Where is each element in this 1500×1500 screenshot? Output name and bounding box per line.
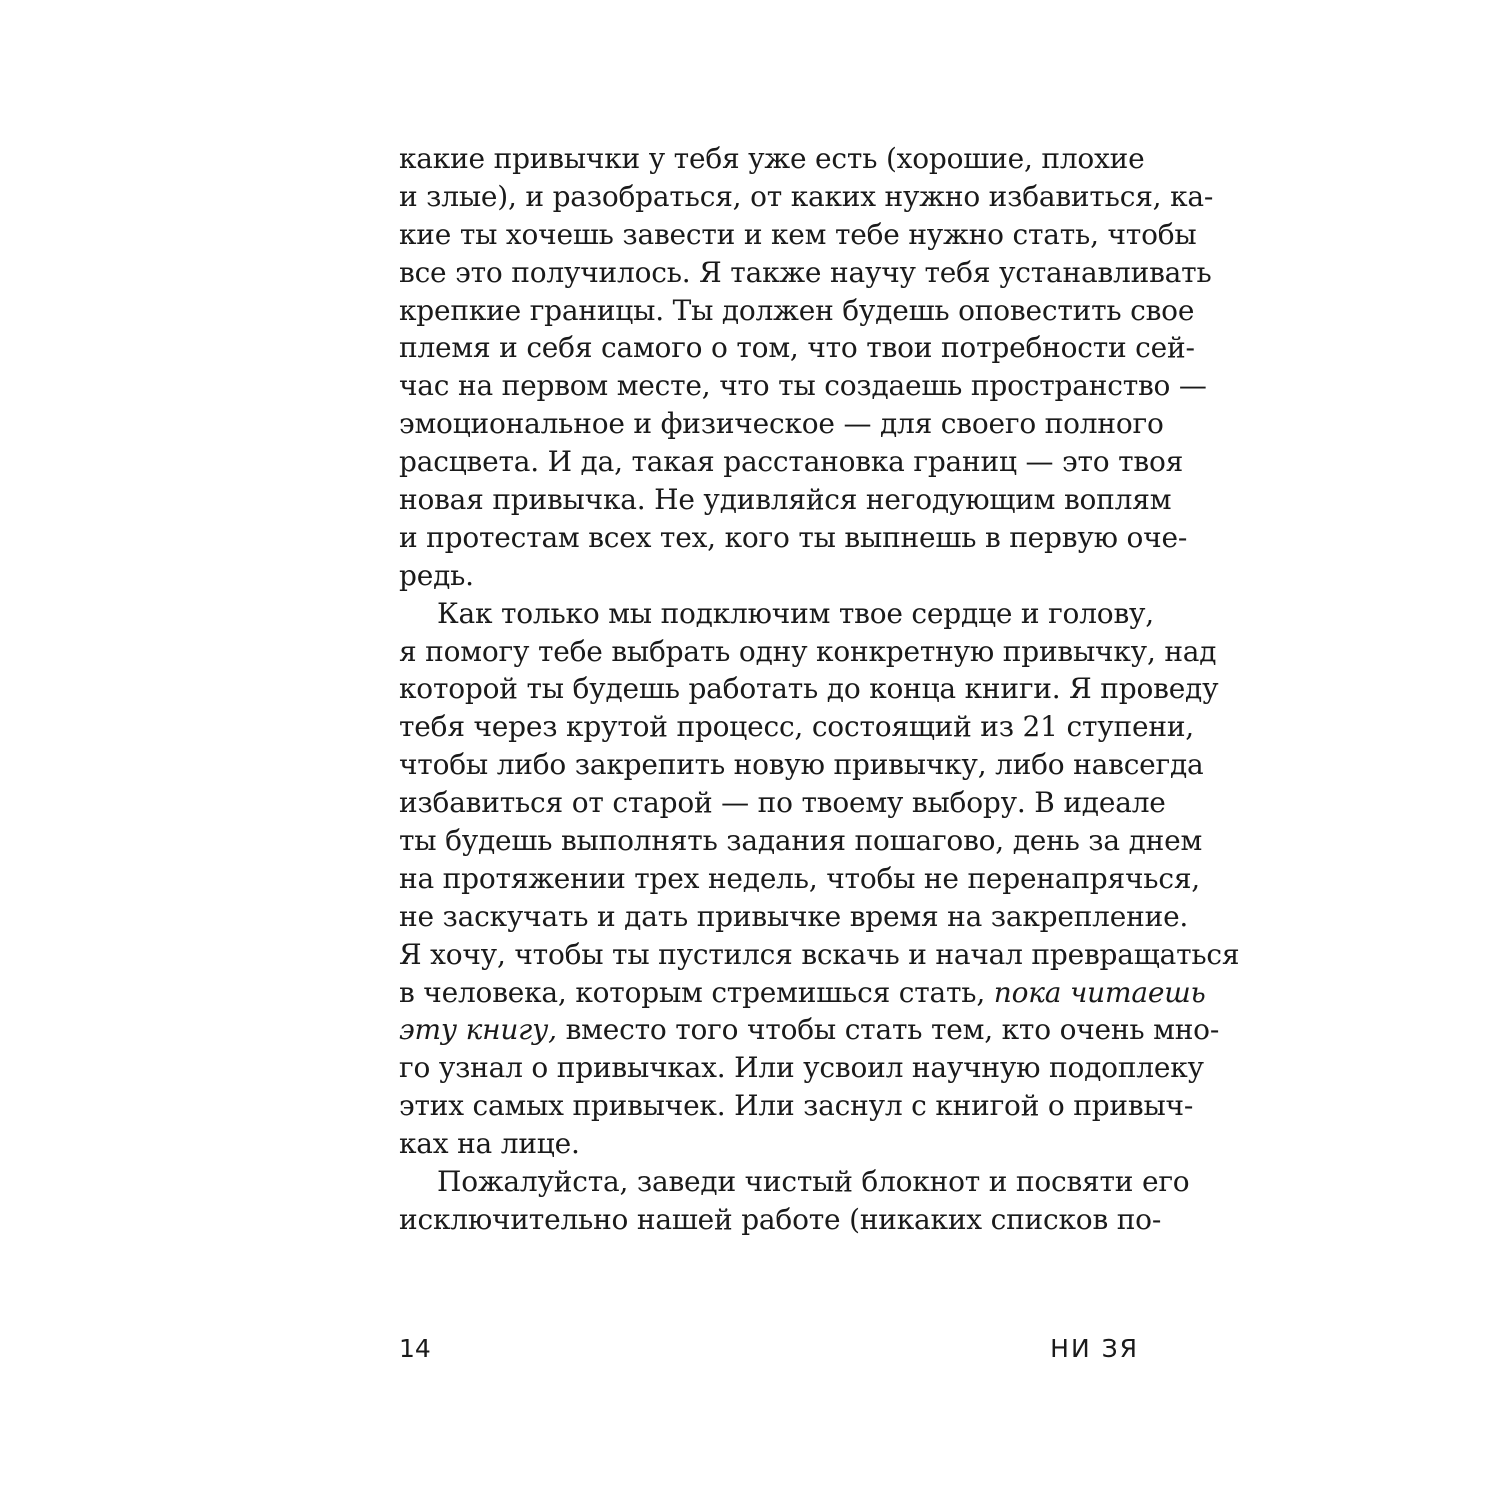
- text-line: я помогу тебе выбрать одну конкретную привычку, над: [399, 634, 1217, 668]
- text-line: редь.: [399, 558, 474, 592]
- text-line: и злые), и разобраться, от каких нужно избавиться, ка-: [399, 179, 1214, 213]
- text-line: какие привычки у тебя уже есть (хорошие, плохие: [399, 142, 1145, 175]
- text-line: [399, 1011, 1220, 1049]
- text-line: эмоциональное и физическое — для своего полного: [399, 407, 1164, 441]
- text-line: крепкие границы. Ты должен будешь оповестить свое: [399, 293, 1195, 327]
- text-line: [399, 974, 1206, 1012]
- text-line: расцвета. И да, такая расстановка границ — это твоя: [399, 445, 1184, 479]
- text-line: Я хочу, чтобы ты пустился вскачь и начал превращаться: [399, 937, 1240, 971]
- text-line: Пожалуйста, заведи чистый блокнот и посвяти его: [437, 1165, 1190, 1199]
- text-line: и протестам всех тех, кого ты выпнешь в первую оче-: [399, 520, 1188, 554]
- text-line: избавиться от старой — по твоему выбору. В идеале: [399, 786, 1166, 820]
- text-line: кие ты хочешь завести и кем тебе нужно стать, чтобы: [399, 217, 1197, 251]
- text-run: в человека, которым стремишься стать,: [399, 975, 994, 1009]
- text-line: тебя через крутой процесс, состоящий из 21 ступени,: [399, 710, 1194, 744]
- text-line: на протяжении трех недель, чтобы не перенапрячься,: [399, 861, 1200, 895]
- text-line: ках на лице.: [399, 1127, 580, 1161]
- text-line: ты будешь выполнять задания пошагово, день за днем: [399, 824, 1203, 858]
- italic-run: пока читаешь: [993, 975, 1206, 1009]
- body-text: [399, 140, 1240, 1239]
- text-line: новая привычка. Не удивляйся негодующим воплям: [399, 483, 1172, 517]
- italic-run: эту книгу,: [399, 1013, 557, 1047]
- text-line: которой ты будешь работать до конца книги. Я проведу: [399, 672, 1219, 706]
- text-line: чтобы либо закрепить новую привычку, либо навсегда: [399, 748, 1204, 782]
- text-line: го узнал о привычках. Или усвоил научную подоплеку: [399, 1051, 1204, 1085]
- text-run: вместо того чтобы стать тем, кто очень мно-: [556, 1013, 1220, 1047]
- running-head: НИ ЗЯ: [1050, 1334, 1139, 1363]
- text-line: Как только мы подключим твое сердце и голову,: [437, 596, 1154, 630]
- page-footer: [399, 1329, 1139, 1369]
- text-line: не заскучать и дать привычке время на закрепление.: [399, 899, 1189, 933]
- page-number: 14: [399, 1334, 431, 1363]
- text-line: все это получилось. Я также научу тебя устанавливать: [399, 255, 1212, 289]
- text-line: этих самых привычек. Или заснул с книгой о привыч-: [399, 1089, 1194, 1123]
- text-line: исключительно нашей работе (никаких списков по-: [399, 1202, 1162, 1236]
- text-line: племя и себя самого о том, что твои потребности сей-: [399, 331, 1195, 365]
- text-line: час на первом месте, что ты создаешь пространство —: [399, 369, 1207, 403]
